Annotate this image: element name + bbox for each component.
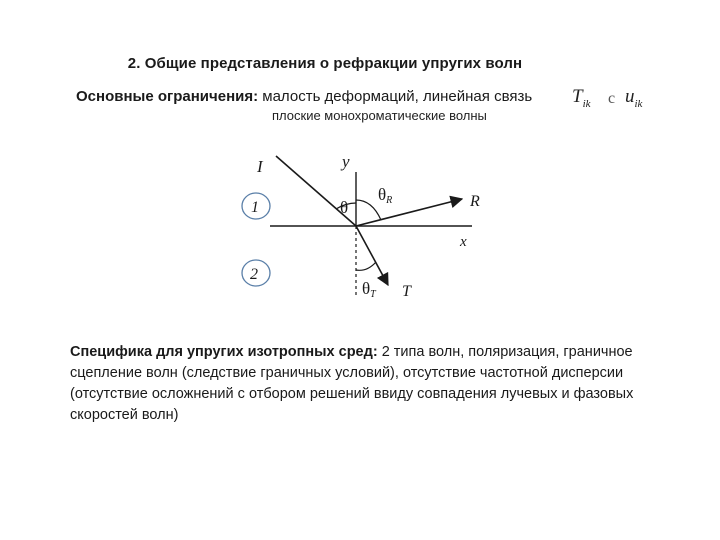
label-theta-incident: θ — [340, 198, 349, 217]
conjunction-with: с — [608, 90, 616, 107]
label-y-axis: y — [342, 152, 350, 171]
stress-tensor-symbol: $T_{ik}$ — [572, 86, 591, 110]
specifics-text: 2 типа волн, поляризация, граничное сцепление волн (следствие граничных условий), отсутствие частотной дисперсии (отсутствие осложнений с отбором решений ввиду совпадения лучевых и фазовых скоростей волн) — [70, 344, 634, 423]
label-reflected: R — [470, 193, 480, 210]
restrictions-text: малость деформаций, линейная связь — [262, 88, 533, 105]
strain-tensor-symbol: $u_{ik}$ — [625, 86, 643, 110]
label-x-axis: x — [460, 234, 467, 250]
medium-1-label: 1 — [251, 199, 259, 216]
label-incident: I — [257, 157, 263, 176]
label-theta-reflected: θR — [378, 185, 393, 206]
restrictions-lead: Основные ограничения: — [76, 88, 259, 105]
specifics-lead: Специфика для упругих изотропных сред: — [70, 344, 378, 360]
restrictions-line-2: плоские монохроматические волны — [272, 108, 487, 123]
reflected-ray — [356, 199, 462, 226]
label-transmitted: T — [402, 283, 411, 300]
medium-2-label: 2 — [250, 266, 258, 283]
transmitted-ray — [356, 226, 388, 285]
slide-title: 2. Общие представления о рефракции упругих волн — [127, 55, 523, 72]
specifics-paragraph — [70, 342, 670, 426]
angle-arc-transmitted — [356, 262, 376, 270]
label-theta-transmitted: θT — [362, 279, 376, 300]
